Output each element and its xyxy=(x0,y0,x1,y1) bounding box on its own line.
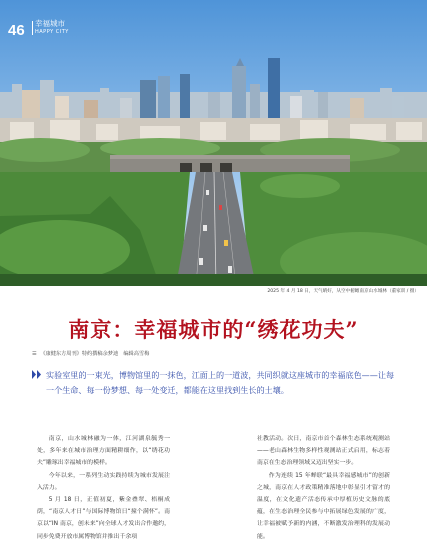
header-divider xyxy=(32,21,33,35)
body-column-left xyxy=(37,433,170,543)
byline-text: 《康健东方周刊》特约撰稿余梦迪 编辑高雪梅 xyxy=(40,351,150,357)
paragraph: 社教活动。次日，南京市首个森林生态系统观测站——老山森林生物多样性观测站正式启用，标志着南京在生态治理领域又迈出坚实一步。 xyxy=(257,436,390,467)
section-title: 幸福城市 xyxy=(35,19,65,28)
paragraph: 作为连续 15 年蝉联“最具幸福感城市”的创新之城，南京在人才政策精准落地中彰显引才留才的温度，在文化遗产活态传承中厚植历史文脉的底蕴，在生态治理全民参与中拓展绿色发展的广度，让幸福被赋予新的内涵，不断激发治理科的发展动能。 xyxy=(257,472,390,540)
paragraph: 今年以来，一系列生动实践持续为城市发展注入活力。 xyxy=(37,472,170,491)
section-subtitle: HAPPY CITY xyxy=(35,29,69,35)
article-title: 南京：幸福城市的“绣花功夫” xyxy=(68,317,359,342)
paragraph: 南京，山水城林融为一体，江河湖泉毓秀一处，多年来在城市治理方面精耕细作，以“绣花功夫”雕琢出幸福城市的模样。 xyxy=(37,436,170,467)
body-column-right xyxy=(257,433,390,543)
page-number: 46 xyxy=(8,22,25,39)
lead-paragraph: 实验室里的一束光，博物馆里的一抹色，江面上的一道波，共同织就这座城市的幸福底色——让每一个生命、每一份梦想、每一处变迁，都能在这里找到生长的土壤。 xyxy=(46,370,395,395)
photo-caption: 2025 年 4 月 18 日，天气晴好，从空中俯瞰南京山水城林（董家训 / 摄） xyxy=(267,289,419,294)
byline xyxy=(32,350,149,357)
paragraph: 5 月 18 日，正值初夏，紫金叠翠、梧桐成荫，“南京人才日”与国际博物馆日“撞个满怀”。南京以“IN 南京，创未来”向全球人才发出合作邀约，同步免费开放市属博物馆并推出千余项 xyxy=(37,497,170,540)
quote-icon: ☰ xyxy=(32,351,37,357)
double-chevron-icon xyxy=(32,370,42,379)
